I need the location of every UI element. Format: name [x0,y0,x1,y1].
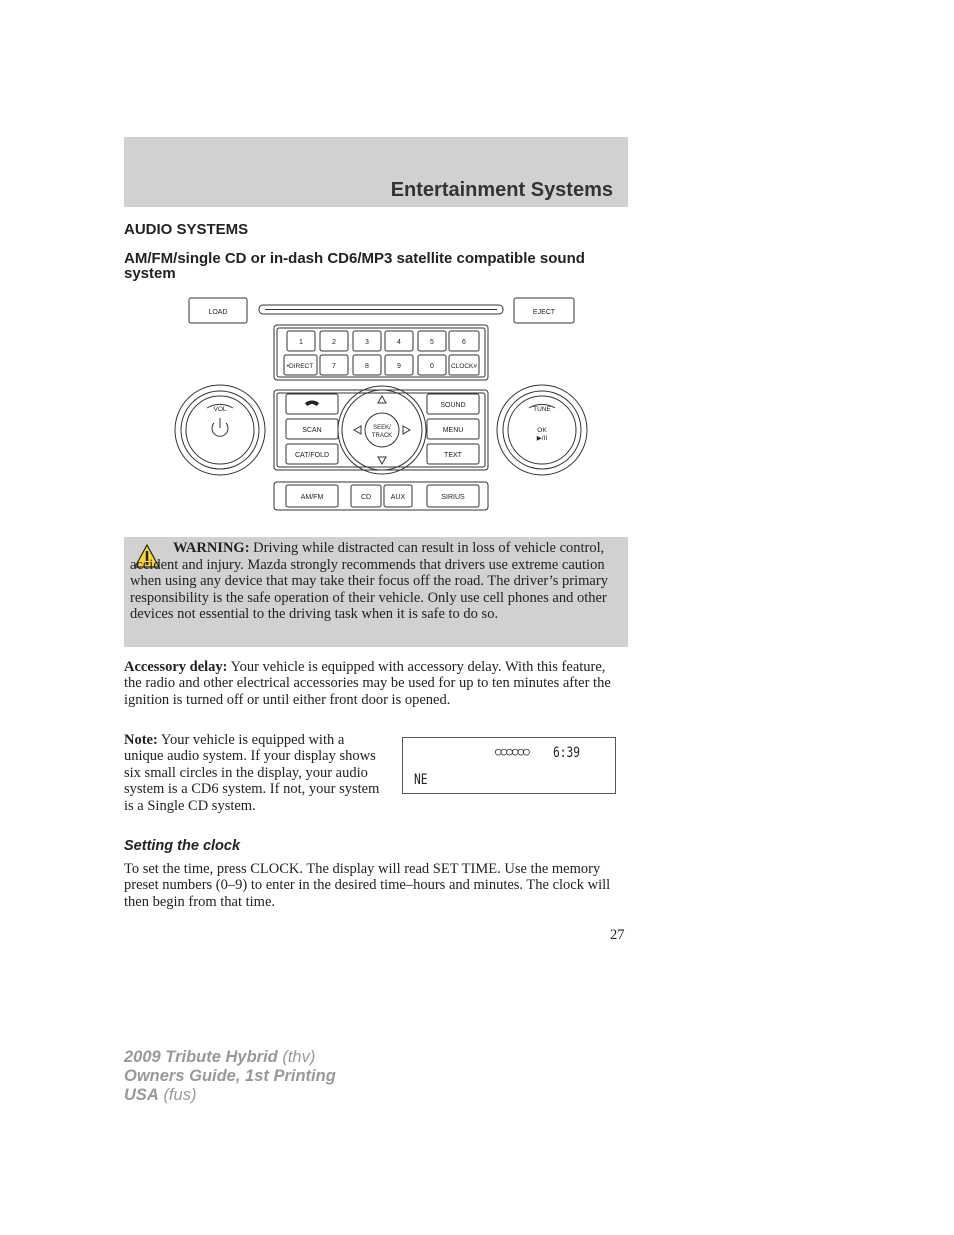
scan-label: SCAN [302,427,322,434]
vol-knob [175,385,265,475]
preset-0: 0 [430,363,434,370]
ok-label: OK [537,427,547,434]
radio-faceplate-diagram [170,290,590,520]
preset-5: 5 [430,339,434,346]
am-fm-label: AM/FM [300,494,324,501]
footer [124,1048,336,1105]
sound-label: SOUND [440,402,466,409]
display-time: 6:39 [553,745,580,761]
display-mode: NE [414,772,428,788]
footer-model-code: (thv) [282,1048,316,1066]
note-label: Note: [124,732,158,748]
play-pause-label: ▶/II [536,435,548,442]
vol-label: VOL [213,406,227,413]
direct-label: •DIRECT [286,363,314,370]
footer-market-code: (fus) [163,1086,197,1104]
subsection-heading: AM/FM/single CD or in-dash CD6/MP3 satellite compatible sound system [124,250,585,282]
tune-label: TUNE [533,406,551,413]
load-label: LOAD [208,309,228,316]
footer-guide: Owners Guide, 1st Printing [124,1067,336,1085]
page-title: Entertainment Systems [390,179,613,201]
header-band [124,137,628,207]
accessory-body: Your vehicle is equipped with accessory delay. With this feature, the radio and other electrical accessories may be used for up to ten minutes after the ignition is turned off or until either front door is opened. [124,659,611,708]
section-heading: AUDIO SYSTEMS [124,221,249,238]
preset-7: 7 [332,363,336,370]
clock-paragraph: To set the time, press CLOCK. The display will read SET TIME. Use the memory preset numbers (0–9) to enter in the desired time–hours and minutes. The clock will then begin from that time. [124,861,611,910]
menu-label: MENU [442,427,464,434]
cd-label: CD [360,494,372,501]
accessory-label: Accessory delay: [124,659,228,675]
warning-box [124,537,628,647]
preset-1: 1 [299,339,303,346]
note-body: Your vehicle is equipped with a unique audio system. If your display shows six small circles in the display, your audio system is a CD6 system. If not, your system is a Single CD system. [124,732,380,814]
warning-text [130,540,620,623]
cat-fold-label: CAT/FOLD [294,452,330,459]
seek-label-2: TRACK [371,433,393,439]
text-label: TEXT [444,452,462,459]
accessory-delay-paragraph [124,659,619,708]
eject-label: EJECT [532,309,556,316]
cd6-indicator-circles: ○○○○○○ [495,745,529,758]
phone-icon [305,401,319,407]
sirius-label: SIRIUS [441,494,465,501]
seek-label-1: SEEK/ [373,425,391,431]
warning-body: Driving while distracted can result in loss of vehicle control, accident and injury. Mazda strongly recommends that drivers use extreme caution when using any device that may take their focus off the road. The driver’s primary responsibility is the safe operation of their vehicle. Only use cell phones and other devices not essential to the driving task when it is safe to do so. [130,540,608,623]
preset-2: 2 [332,339,336,346]
clock-heading: Setting the clock [124,838,241,854]
footer-market: USA [124,1086,159,1104]
note-paragraph [124,732,384,814]
aux-label: AUX [390,494,406,501]
preset-4: 4 [397,339,401,346]
preset-9: 9 [397,363,401,370]
preset-8: 8 [365,363,369,370]
radio-display [402,737,616,794]
preset-3: 3 [365,339,369,346]
warning-label: WARNING: [173,540,250,556]
clock-label: CLOCK# [450,363,478,370]
footer-model: 2009 Tribute Hybrid [124,1048,278,1066]
preset-6: 6 [462,339,466,346]
page-number: 27 [610,927,625,943]
